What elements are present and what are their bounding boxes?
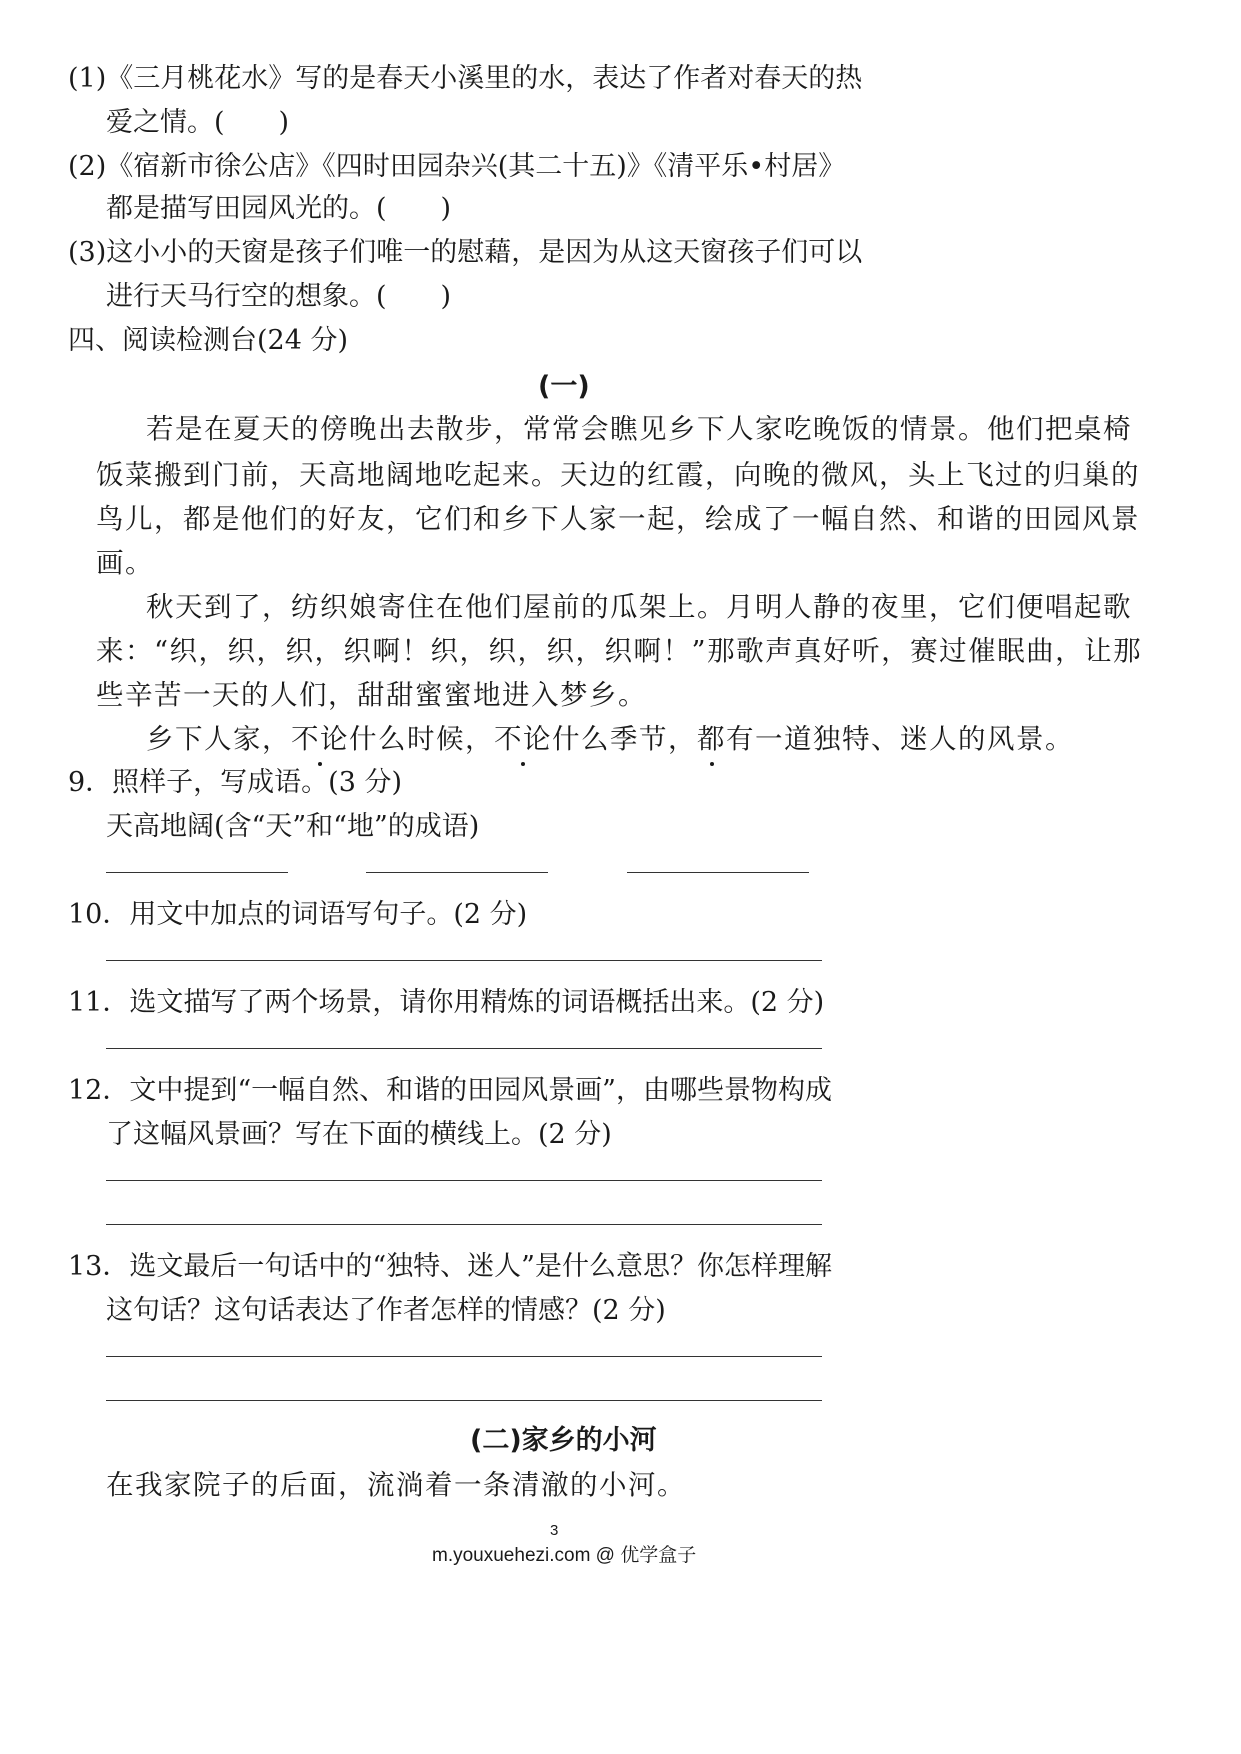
dotted-word-3: 都 xyxy=(697,723,726,755)
passage-one-p3 xyxy=(146,716,1074,756)
answer-line-q10[interactable] xyxy=(106,960,822,961)
footer-site: m.youxuehezi.com @ 优学盒子 xyxy=(432,1545,697,1566)
item-1-line2: 爱之情。( ) xyxy=(106,107,290,138)
passage-one-p1-line4: 画。 xyxy=(96,547,154,579)
answer-line-q9-1[interactable] xyxy=(106,872,288,873)
p3-seg3: 什么季节， xyxy=(552,723,697,755)
question-9-stem: 9．照样子，写成语。(3 分) xyxy=(68,767,403,798)
item-1-line1: (1)《三月桃花水》写的是春天小溪里的水，表达了作者对春天的热 xyxy=(68,63,863,94)
dotted-word-1: 不论 xyxy=(291,723,349,755)
passage-one-p1-line1: 若是在夏天的傍晚出去散步，常常会瞧见乡下人家吃晚饭的情景。他们把桌椅 xyxy=(146,413,1132,445)
item-2-line1: (2)《宿新市徐公店》《四时田园杂兴(其二十五)》《清平乐•村居》 xyxy=(68,151,846,182)
answer-line-q9-3[interactable] xyxy=(627,872,809,873)
item-2-line2: 都是描写田园风光的。( ) xyxy=(106,193,452,224)
passage-one-p2-line1: 秋天到了，纺织娘寄住在他们屋前的瓜架上。月明人静的夜里，它们便唱起歌 xyxy=(146,591,1132,623)
passage-two-heading: (二)家乡的小河 xyxy=(470,1425,657,1456)
question-11-stem: 11．选文描写了两个场景，请你用精炼的词语概括出来。(2 分) xyxy=(68,987,825,1018)
section-four-title: 四、阅读检测台(24 分) xyxy=(68,325,349,356)
p3-seg4: 有一道独特、迷人的风景。 xyxy=(726,723,1074,755)
item-3-line1: (3)这小小的天窗是孩子们唯一的慰藉，是因为从这天窗孩子们可以 xyxy=(68,237,863,268)
passage-one-p1-line2: 饭菜搬到门前，天高地阔地吃起来。天边的红霞，向晚的微风，头上飞过的归巢的 xyxy=(96,459,1140,491)
question-13-line1: 13．选文最后一句话中的“独特、迷人”是什么意思？你怎样理解 xyxy=(68,1251,832,1282)
question-10-stem: 10．用文中加点的词语写句子。(2 分) xyxy=(68,899,528,930)
question-12-line1: 12．文中提到“一幅自然、和谐的田园风景画”，由哪些景物构成 xyxy=(68,1075,832,1106)
passage-two-first-line: 在我家院子的后面，流淌着一条清澈的小河。 xyxy=(106,1469,686,1501)
passage-one-heading: (一) xyxy=(538,371,590,402)
answer-line-q12-2[interactable] xyxy=(106,1224,822,1225)
item-3-line2: 进行天马行空的想象。( ) xyxy=(106,281,452,312)
passage-one-p1-line3: 鸟儿，都是他们的好友，它们和乡下人家一起，绘成了一幅自然、和谐的田园风景 xyxy=(96,503,1140,535)
p3-seg2: 什么时候， xyxy=(349,723,494,755)
passage-one-p2-line3: 些辛苦一天的人们，甜甜蜜蜜地进入梦乡。 xyxy=(96,679,647,711)
answer-line-q12-1[interactable] xyxy=(106,1180,822,1181)
answer-line-q9-2[interactable] xyxy=(366,872,548,873)
page-number: 3 xyxy=(550,1522,559,1539)
passage-one-p2-line2: 来：“织，织，织，织啊！织，织，织，织啊！”那歌声真好听，赛过催眠曲，让那 xyxy=(96,635,1143,667)
question-13-line2: 这句话？这句话表达了作者怎样的情感？(2 分) xyxy=(106,1295,666,1326)
answer-line-q13-1[interactable] xyxy=(106,1356,822,1357)
answer-line-q11[interactable] xyxy=(106,1048,822,1049)
p3-seg1: 乡下人家， xyxy=(146,723,291,755)
question-12-line2: 了这幅风景画？写在下面的横线上。(2 分) xyxy=(106,1119,612,1150)
answer-line-q13-2[interactable] xyxy=(106,1400,822,1401)
dotted-word-2: 不论 xyxy=(494,723,552,755)
question-9-example: 天高地阔(含“天”和“地”的成语) xyxy=(106,811,480,842)
